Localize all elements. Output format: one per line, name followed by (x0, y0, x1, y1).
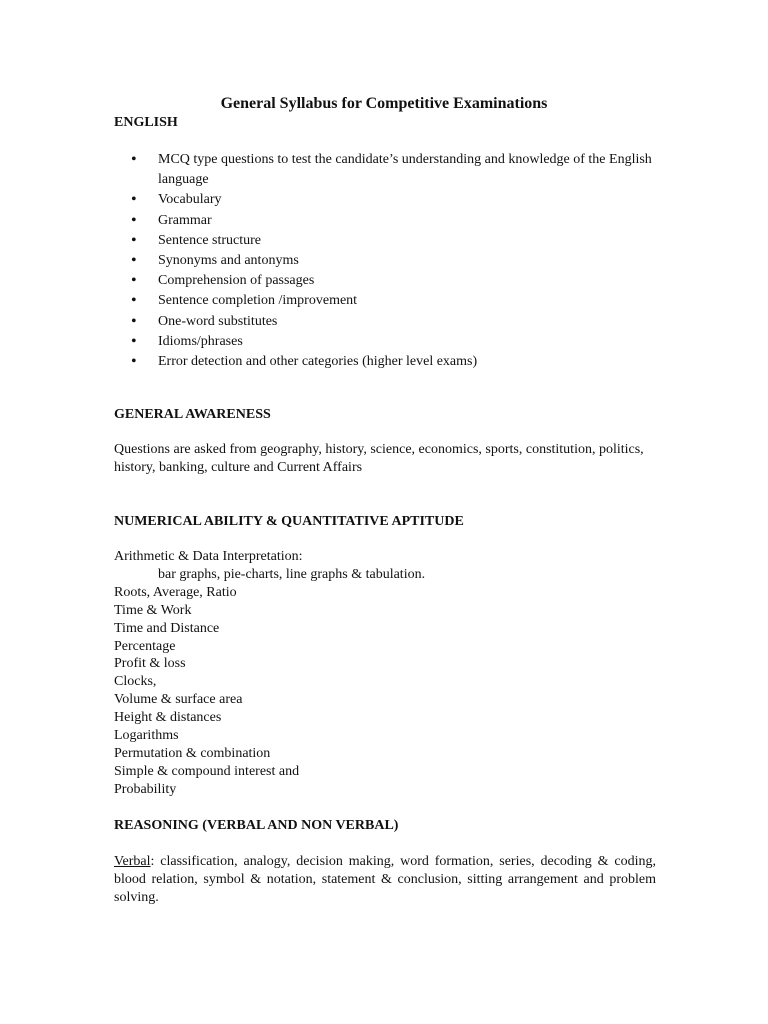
list-item: Roots, Average, Ratio (114, 584, 237, 600)
english-heading: ENGLISH (114, 115, 178, 130)
list-item: Clocks, (114, 674, 157, 690)
numerical-topic-list (114, 548, 654, 799)
list-item: Percentage (114, 638, 176, 654)
list-item: Arithmetic & Data Interpretation: (114, 549, 303, 564)
list-item: • Error detection and other categories (higher level exams) (114, 352, 654, 372)
list-item: • Vocabulary (114, 190, 654, 210)
numerical-heading: NUMERICAL ABILITY & QUANTITATIVE APTITUDE (114, 514, 464, 529)
list-item: Time and Distance (114, 620, 220, 636)
reasoning-heading: REASONING (VERBAL AND NON VERBAL) (114, 818, 399, 833)
list-item: bar graphs, pie-charts, line graphs & tabulation. (158, 566, 426, 582)
list-item: • Sentence structure (114, 231, 654, 251)
english-topic-list (114, 150, 654, 372)
list-item: • One-word substitutes (114, 312, 654, 332)
list-item: Logarithms (114, 728, 179, 744)
list-item: Probability (114, 781, 177, 797)
document-title: General Syllabus for Competitive Examinations (220, 95, 548, 112)
list-item: Profit & loss (114, 656, 186, 672)
list-item: • Synonyms and antonyms (114, 251, 654, 271)
verbal-label: Verbal (114, 854, 151, 869)
general-awareness-text: Questions are asked from geography, history, science, economics, sports, constitution, politics, history, banking, culture and Current Affairs (114, 442, 644, 475)
list-item: Volume & surface area (114, 692, 243, 708)
list-item: • Idioms/phrases (114, 332, 654, 352)
general-awareness-heading: GENERAL AWARENESS (114, 407, 271, 422)
list-item: Time & Work (114, 602, 192, 618)
list-item: Permutation & combination (114, 745, 271, 761)
verbal-text: : classification, analogy, decision making, word formation, series, decoding & coding, blood relation, symbol & notation, statement & conclusion, sitting arrangement and problem solving. (114, 854, 656, 905)
list-item: • Sentence completion /improvement (114, 291, 654, 311)
list-item: Height & distances (114, 710, 222, 726)
list-item: • Grammar (114, 211, 654, 231)
list-item: • MCQ type questions to test the candidate’s understanding and knowledge of the English language (114, 150, 654, 190)
list-item: Simple & compound interest and (114, 763, 300, 779)
verbal-paragraph (114, 853, 656, 907)
list-item: • Comprehension of passages (114, 271, 654, 291)
